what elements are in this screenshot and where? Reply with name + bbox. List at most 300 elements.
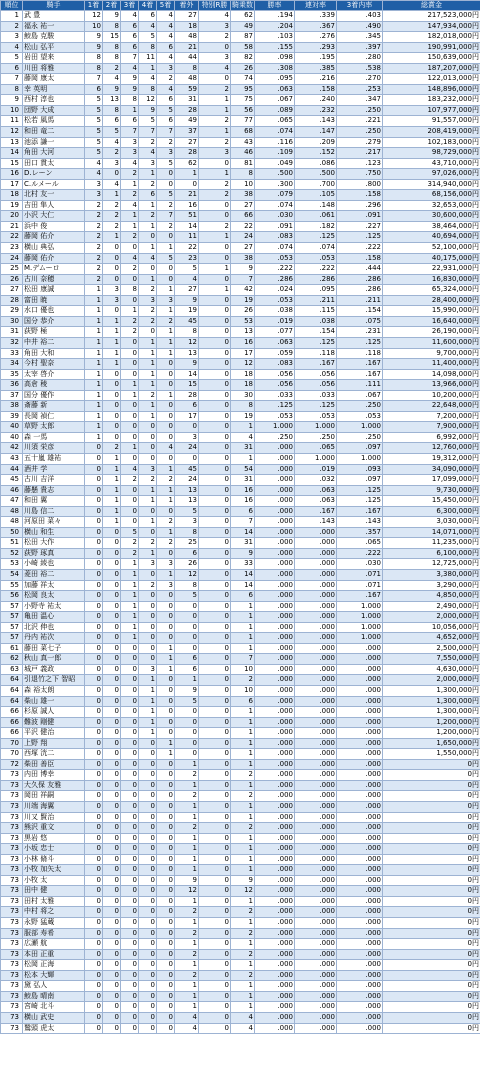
cell-rides: 74 [231,74,255,85]
cell-second: 1 [103,359,121,370]
cell-top2-rate: .000 [295,896,337,907]
table-row [1,896,480,907]
header-win-rate[interactable]: 勝率 [255,1,295,11]
cell-fourth: 1 [139,169,157,180]
cell-special-wins: 0 [199,42,231,53]
cell-third: 0 [121,422,139,433]
cell-win-rate: .116 [255,137,295,148]
table-row [1,749,480,760]
header-top2-rate[interactable]: 連対率 [295,1,337,11]
cell-top2-rate: .000 [295,865,337,876]
cell-out: 28 [175,390,199,401]
table-row [1,759,480,770]
cell-win-rate: .000 [255,960,295,971]
cell-rides: 1 [231,612,255,623]
cell-first: 4 [85,169,103,180]
cell-third: 4 [121,11,139,22]
cell-rank: 33 [1,348,23,359]
cell-jockey: M.デムーロ [23,264,85,275]
cell-rank: 73 [1,1002,23,1013]
cell-special-wins: 0 [199,686,231,697]
cell-out: 5 [175,591,199,602]
cell-top2-rate: .209 [295,137,337,148]
cell-special-wins: 0 [199,918,231,929]
cell-win-rate: .000 [255,591,295,602]
cell-special-wins: 0 [199,664,231,675]
cell-prize: 0円 [383,791,480,802]
cell-rides: 31 [231,443,255,454]
cell-out: 5 [175,696,199,707]
header-fourth[interactable]: 4着 [139,1,157,11]
cell-rank: 25 [1,264,23,275]
cell-special-wins: 0 [199,253,231,264]
cell-rides: 14 [231,580,255,591]
cell-rides: 56 [231,105,255,116]
cell-top3-rate: .167 [337,506,383,517]
cell-special-wins: 0 [199,369,231,380]
cell-rides: 26 [231,306,255,317]
cell-fourth: 0 [139,854,157,865]
table-row [1,337,480,348]
cell-win-rate: .194 [255,11,295,22]
cell-prize: 19,312,000円 [383,453,480,464]
cell-special-wins: 0 [199,464,231,475]
cell-win-rate: .000 [255,548,295,559]
cell-top2-rate: .095 [295,285,337,296]
header-out[interactable]: 着外 [175,1,199,11]
cell-special-wins: 0 [199,1012,231,1023]
cell-rides: 9 [231,548,255,559]
cell-win-rate: .155 [255,42,295,53]
table-row [1,116,480,127]
cell-fourth: 0 [139,844,157,855]
cell-first: 0 [85,654,103,665]
header-fifth[interactable]: 5着 [157,1,175,11]
cell-prize: 30,600,000円 [383,211,480,222]
cell-jockey: 平沢 健治 [23,728,85,739]
table-row [1,591,480,602]
cell-out: 1 [175,865,199,876]
cell-fourth: 1 [139,496,157,507]
cell-prize: 0円 [383,981,480,992]
cell-prize: 0円 [383,802,480,813]
cell-first: 0 [85,506,103,517]
cell-rank: 20 [1,211,23,222]
cell-first: 2 [85,274,103,285]
cell-third: 0 [121,348,139,359]
cell-win-rate: .053 [255,411,295,422]
cell-third: 1 [121,612,139,623]
header-third[interactable]: 3着 [121,1,139,11]
cell-rides: 6 [231,506,255,517]
cell-third: 0 [121,485,139,496]
cell-rank: 72 [1,759,23,770]
cell-top2-rate: .000 [295,728,337,739]
cell-rides: 1 [231,865,255,876]
cell-third: 1 [121,591,139,602]
cell-rank: 73 [1,791,23,802]
cell-jockey: 西村 淳也 [23,95,85,106]
cell-rides: 10 [231,686,255,697]
cell-out: 27 [175,11,199,22]
cell-rides: 87 [231,32,255,43]
cell-prize: 40,175,000円 [383,253,480,264]
cell-top2-rate: .000 [295,738,337,749]
cell-win-rate: .109 [255,148,295,159]
cell-rank: 73 [1,981,23,992]
cell-fifth: 0 [157,970,175,981]
cell-rides: 49 [231,21,255,32]
cell-prize: 122,013,000円 [383,74,480,85]
cell-fourth: 0 [139,875,157,886]
cell-top3-rate: .403 [337,11,383,22]
cell-win-rate: .024 [255,285,295,296]
cell-fourth: 0 [139,443,157,454]
cell-jockey: 小牧 加矢太 [23,865,85,876]
cell-fourth: 3 [139,559,157,570]
cell-prize: 91,557,000円 [383,116,480,127]
cell-prize: 0円 [383,907,480,918]
cell-prize: 1,200,000円 [383,717,480,728]
cell-rides: 1 [231,759,255,770]
cell-second: 0 [103,243,121,254]
cell-top3-rate: .000 [337,918,383,929]
cell-fifth: 0 [157,401,175,412]
cell-top2-rate: .000 [295,1002,337,1013]
cell-jockey: 国分 優作 [23,390,85,401]
cell-first: 0 [85,686,103,697]
cell-first: 0 [85,865,103,876]
cell-third: 1 [121,211,139,222]
cell-rides: 2 [231,823,255,834]
table-row [1,63,480,74]
cell-third: 0 [121,960,139,971]
cell-second: 2 [103,211,121,222]
cell-rank: 30 [1,316,23,327]
cell-top2-rate: .000 [295,823,337,834]
cell-third: 0 [121,981,139,992]
cell-top3-rate: .221 [337,116,383,127]
cell-fifth: 1 [157,496,175,507]
cell-second: 0 [103,981,121,992]
cell-out: 2 [175,770,199,781]
cell-first: 2 [85,253,103,264]
cell-top2-rate: .000 [295,612,337,623]
cell-jockey: 松山 弘平 [23,42,85,53]
cell-prize: 102,183,000円 [383,137,480,148]
cell-first: 3 [85,190,103,201]
cell-out: 1 [175,780,199,791]
cell-second: 13 [103,95,121,106]
cell-top2-rate: .147 [295,127,337,138]
table-row [1,707,480,718]
cell-third: 1 [121,633,139,644]
cell-fifth: 0 [157,675,175,686]
cell-rides: 12 [231,359,255,370]
header-prize[interactable]: 総賞金 [383,1,480,11]
cell-rank: 7 [1,74,23,85]
cell-top3-rate: .296 [337,200,383,211]
cell-first: 0 [85,844,103,855]
cell-third: 0 [121,1012,139,1023]
cell-fourth: 7 [139,127,157,138]
cell-win-rate: .000 [255,633,295,644]
cell-prize: 26,190,000円 [383,327,480,338]
cell-win-rate: .000 [255,538,295,549]
cell-fourth: 0 [139,527,157,538]
cell-first: 0 [85,907,103,918]
header-first[interactable]: 1着 [85,1,103,11]
cell-out: 12 [175,886,199,897]
cell-rank: 22 [1,232,23,243]
cell-top2-rate: .000 [295,812,337,823]
cell-out: 3 [175,432,199,443]
cell-jockey: 酒井 学 [23,464,85,475]
cell-rides: 62 [231,11,255,22]
cell-second: 0 [103,422,121,433]
cell-rank: 17 [1,179,23,190]
cell-second: 1 [103,485,121,496]
cell-first: 0 [85,622,103,633]
cell-first: 1 [85,295,103,306]
table-row [1,770,480,781]
cell-rank: 10 [1,105,23,116]
cell-prize: 52,100,000円 [383,243,480,254]
cell-first: 0 [85,633,103,644]
cell-prize: 43,710,000円 [383,158,480,169]
cell-fifth: 1 [157,348,175,359]
cell-jockey: 鷲頭 虎太 [23,1023,85,1034]
cell-prize: 0円 [383,875,480,886]
cell-special-wins: 0 [199,380,231,391]
cell-first: 2 [85,243,103,254]
cell-second: 0 [103,823,121,834]
cell-jockey: 角田 大和 [23,348,85,359]
cell-prize: 14,071,000円 [383,527,480,538]
table-row [1,137,480,148]
cell-special-wins: 1 [199,105,231,116]
header-rank[interactable]: 順位 [1,1,23,11]
cell-fifth: 0 [157,960,175,971]
table-row [1,432,480,443]
cell-fifth: 1 [157,337,175,348]
cell-out: 59 [175,84,199,95]
cell-rides: 19 [231,411,255,422]
cell-fourth: 0 [139,1002,157,1013]
cell-top3-rate: .347 [337,95,383,106]
cell-jockey: 菱田 裕二 [23,569,85,580]
table-row [1,622,480,633]
cell-out: 13 [175,348,199,359]
cell-second: 2 [103,200,121,211]
cell-win-rate: .250 [255,432,295,443]
table-row [1,844,480,855]
cell-jockey: 加藤 祥太 [23,580,85,591]
cell-second: 0 [103,886,121,897]
cell-out: 0 [175,749,199,760]
cell-top3-rate: .000 [337,854,383,865]
cell-second: 3 [103,295,121,306]
cell-top3-rate: .000 [337,823,383,834]
table-row [1,970,480,981]
cell-fourth: 4 [139,21,157,32]
cell-top2-rate: .000 [295,939,337,950]
cell-top3-rate: .279 [337,137,383,148]
cell-prize: 1,300,000円 [383,686,480,697]
cell-win-rate: .000 [255,643,295,654]
cell-out: 13 [175,485,199,496]
cell-third: 9 [121,74,139,85]
cell-third: 1 [121,179,139,190]
cell-fifth: 1 [157,306,175,317]
cell-third: 0 [121,780,139,791]
cell-top2-rate: .086 [295,158,337,169]
cell-out: 6 [175,664,199,675]
cell-prize: 7,900,000円 [383,422,480,433]
cell-special-wins: 0 [199,875,231,886]
cell-win-rate: .000 [255,886,295,897]
cell-first: 0 [85,485,103,496]
cell-rides: 4 [231,432,255,443]
cell-third: 7 [121,127,139,138]
cell-win-rate: .000 [255,601,295,612]
cell-prize: 0円 [383,823,480,834]
cell-top2-rate: .063 [295,496,337,507]
header-jockey[interactable]: 騎手 [23,1,85,11]
table-row [1,738,480,749]
cell-fifth: 2 [157,316,175,327]
cell-first: 0 [85,791,103,802]
cell-rides: 1 [231,1002,255,1013]
cell-second: 0 [103,749,121,760]
cell-second: 0 [103,664,121,675]
header-top3-rate[interactable]: 3着内率 [337,1,383,11]
cell-top2-rate: .000 [295,960,337,971]
cell-top2-rate: .056 [295,369,337,380]
cell-win-rate: .030 [255,211,295,222]
cell-jockey: 亀田 温心 [23,612,85,623]
cell-special-wins: 0 [199,591,231,602]
cell-rank: 45 [1,475,23,486]
table-row [1,42,480,53]
cell-fifth: 0 [157,844,175,855]
cell-jockey: 小崎 綾也 [23,559,85,570]
cell-rank: 73 [1,907,23,918]
cell-top2-rate: .367 [295,21,337,32]
cell-first: 7 [85,74,103,85]
cell-top3-rate: .000 [337,939,383,950]
cell-out: 62 [175,158,199,169]
cell-third: 0 [121,823,139,834]
cell-third: 0 [121,896,139,907]
cell-jockey: 和田 竜二 [23,127,85,138]
cell-jockey: 今村 聖奈 [23,359,85,370]
cell-fifth: 4 [157,32,175,43]
table-row [1,918,480,929]
cell-special-wins: 0 [199,728,231,739]
cell-first: 0 [85,475,103,486]
cell-first: 0 [85,981,103,992]
cell-first: 1 [85,306,103,317]
cell-fifth: 2 [157,74,175,85]
cell-out: 2 [175,791,199,802]
cell-fifth: 1 [157,749,175,760]
cell-top2-rate: .000 [295,696,337,707]
cell-third: 0 [121,337,139,348]
cell-special-wins: 0 [199,327,231,338]
cell-rides: 75 [231,95,255,106]
cell-fifth: 2 [157,221,175,232]
cell-out: 0 [175,179,199,190]
cell-special-wins: 0 [199,559,231,570]
header-special-wins[interactable]: 特別R勝 [199,1,231,11]
cell-prize: 16,640,000円 [383,316,480,327]
cell-top2-rate: .000 [295,949,337,960]
cell-rank: 44 [1,464,23,475]
cell-out: 2 [175,949,199,960]
cell-third: 1 [121,443,139,454]
cell-rides: 1 [231,633,255,644]
cell-fifth: 4 [157,443,175,454]
cell-out: 17 [175,411,199,422]
cell-top3-rate: .217 [337,148,383,159]
cell-fourth: 2 [139,580,157,591]
cell-top2-rate: .125 [295,401,337,412]
cell-third: 0 [121,717,139,728]
cell-rank: 73 [1,1023,23,1034]
cell-rides: 1 [231,833,255,844]
cell-special-wins: 0 [199,633,231,644]
cell-rides: 19 [231,295,255,306]
cell-rides: 1 [231,960,255,971]
cell-fourth: 3 [139,464,157,475]
cell-top2-rate: .222 [295,264,337,275]
cell-rank: 48 [1,506,23,517]
cell-top3-rate: .000 [337,791,383,802]
header-rides[interactable]: 騎乗数 [232,1,253,9]
cell-win-rate: .079 [255,190,295,201]
cell-rank: 73 [1,844,23,855]
cell-jockey: 高倉 稜 [23,380,85,391]
cell-third: 0 [121,875,139,886]
cell-jockey: 古川 吉洋 [23,475,85,486]
cell-rank: 2 [1,21,23,32]
cell-fourth: 2 [139,316,157,327]
cell-top3-rate: .286 [337,285,383,296]
cell-fourth: 0 [139,780,157,791]
cell-special-wins: 0 [199,601,231,612]
cell-out: 24 [175,443,199,454]
cell-fifth: 2 [157,538,175,549]
cell-win-rate: .000 [255,791,295,802]
cell-first: 0 [85,918,103,929]
cell-win-rate: .286 [255,274,295,285]
cell-first: 5 [85,116,103,127]
cell-rank: 47 [1,496,23,507]
cell-rides: 1 [231,738,255,749]
cell-fourth: 1 [139,675,157,686]
header-second[interactable]: 2着 [103,1,121,11]
cell-prize: 182,018,000円 [383,32,480,43]
cell-special-wins: 0 [199,907,231,918]
cell-first: 0 [85,696,103,707]
cell-second: 6 [103,116,121,127]
cell-top3-rate: .000 [337,875,383,886]
cell-special-wins: 0 [199,1002,231,1013]
cell-rides: 7 [231,274,255,285]
cell-prize: 148,896,000円 [383,84,480,95]
cell-jockey: 難波 剛健 [23,717,85,728]
